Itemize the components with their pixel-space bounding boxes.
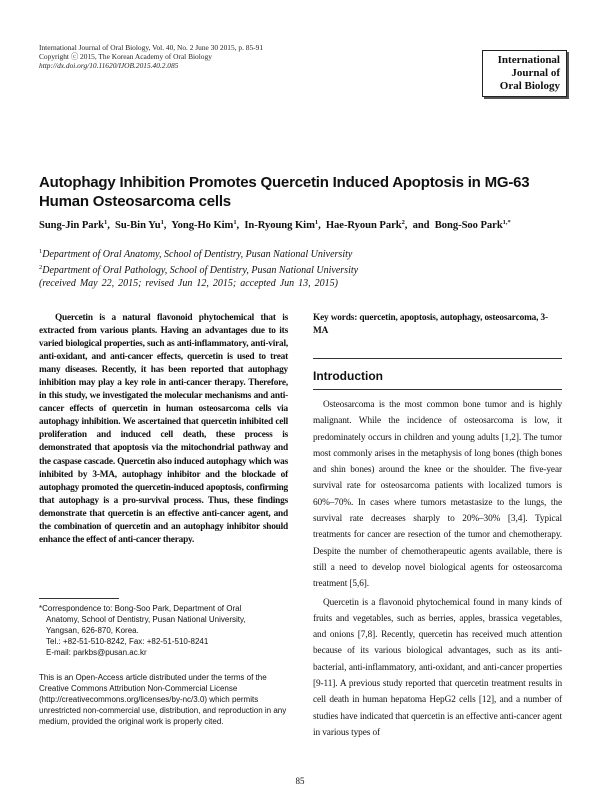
- author-name: Bong-Soo Park: [434, 220, 503, 231]
- copyright-line: Copyright ⓒ 2015, The Korean Academy of Oral Biology: [39, 52, 212, 62]
- author-list: Sung-Jin Park$^1$, Su-Bin Yu$^1$, Yong-Ho Kim$^1$, In-Ryoung Kim$^1$, Hae-Ryoun Park$^2$, and Bong-Soo Park$^{1,*}$: [39, 219, 511, 231]
- affiliation-2: $^2$Department of Oral Pathology, School of Dentistry, Pusan National University: [39, 263, 359, 276]
- page-number: 85: [295, 776, 305, 786]
- author-name: In-Ryoung Kim: [244, 220, 315, 231]
- correspondence-footnote: *Correspondence to: Bong-Soo Park, Department of Oral Anatomy, School of Dentistry, Pusan National University, Yangsan, 626-870, Korea. Tel.: +82-51-510-8242, Fax: +82-51-510-8241 E-mail: parkbs@pusan.ac.kr: [39, 604, 289, 659]
- email-link[interactable]: E-mail: parkbs@pusan.ac.kr: [46, 647, 147, 657]
- abstract: [39, 312, 288, 547]
- license-notice: This is an Open-Access article distributed under the terms of the Creative Commons Attribution Non-Commercial License (http://creativecommons.org/licenses/by-nc/3.0) which permits unrestricted non-commercial use, distribution, and reproduction in any medium, provided the original work is properly cited.: [39, 673, 287, 726]
- keywords: Key words: quercetin, apoptosis, autophagy, osteosarcoma, 3-MA: [313, 313, 548, 336]
- introduction-body: [313, 397, 562, 743]
- intro-paragraph: Quercetin is a flavonoid phytochemical found in many kinds of fruits and vegetables, such as berries, apples, brassica vegetables, and onions [7,8]. Recently, quercetin has received much attention because of its various biological advantages, such as its anti-bacterial, anti-inflammatory, anti-oxidant, and anti-cancer properties [9-11]. A previous study reported that quercetin treatment results in cell death in human hepatoma HepG2 cells [12], and a number of studies have indicated that quercetin is an effective anti-cancer agent in various types of: [313, 597, 562, 738]
- journal-name-line1: International: [497, 54, 560, 66]
- journal-header: [39, 43, 263, 71]
- author-conjunction: and: [412, 220, 430, 231]
- article-title: Autophagy Inhibition Promotes Quercetin Induced Apoptosis in MG-63 Human Osteosarcoma cells: [39, 174, 530, 210]
- affiliation-1: $^1$Department of Oral Anatomy, School of Dentistry, Pusan National University: [39, 248, 353, 260]
- footnote-rule: [39, 598, 119, 599]
- abstract-text: Quercetin is a natural flavonoid phytochemical that is extracted from various plants. Having an advantages due to its varied biological properties, such as anti-inflammatory, anti-viral, anti-oxidant, and anti-cancer effects, quercetin is used to treat many diseases. Recently, it has been reported that autophagy inhibition may play a key role in anti-cancer therapy. Therefore, in this study, we investigated the molecular mechanisms and anti-cancer effects of quercetin in human osteosarcoma cells via autophagy inhibition. We ascertained that quercetin inhibited cell proliferation and induced cell death, these process is demonstrated that apoptosis via the mitochondrial pathway and the caspase cascade. Quercetin also induced autophagy which was inhibited by 3-MA, autophagy inhibitor and the blockade of autophagy promoted the quercetin-induced apoptosis, confirming that autophagy is a pro-survival process. Thus, these findings demonstrate that quercetin is an effective anti-cancer agent, and the combination of quercetin and an autophagy inhibitor should enhance the effect of anti-cancer therapy.: [39, 313, 288, 545]
- section-rule-bottom: [313, 389, 562, 390]
- affiliations: [39, 246, 358, 277]
- section-heading-introduction: Introduction: [313, 369, 383, 383]
- doi-link[interactable]: http://dx.doi.org/10.11620/IJOB.2015.40.2.085: [39, 61, 179, 71]
- journal-logo-box: [482, 50, 567, 97]
- author-name: Yong-Ho Kim: [171, 220, 234, 231]
- author-name: Su-Bin Yu: [115, 220, 161, 231]
- journal-name-line3: Oral Biology: [499, 79, 560, 92]
- journal-citation: International Journal of Oral Biology, Vol. 40, No. 2 June 30 2015, p. 85-91: [39, 43, 264, 52]
- intro-paragraph: Osteosarcoma is the most common bone tumor and is highly malignant. While the incidence of osteosarcoma is low, it predominately occurs in children and young adults [1,2]. The tumor most commonly arises in the metaphysis of long bones (thigh bones and shin bones) around the knee or the shoulder. The five-year survival rate for osteosarcoma patients with localized tumors is 60%–70%. In cases where tumors metastasize to the lungs, the survival rate decreases sharply to 20%–30% [3,4]. Typical treatments for cancer are resection of the tumor and chemotherapy. Despite the number of chemotherapeutic agents available, there is still a need to develop novel biological agents for osteosarcoma treatment [5,6].: [313, 400, 562, 590]
- author-name: Sung-Jin Park: [39, 220, 104, 231]
- section-rule-top: [313, 358, 562, 359]
- received-dates: (received May 22, 2015; revised Jun 12, 2015; accepted Jun 13, 2015): [39, 278, 338, 289]
- author-name: Hae-Ryoun Park: [325, 220, 402, 231]
- journal-name-line2: Journal of: [511, 66, 560, 79]
